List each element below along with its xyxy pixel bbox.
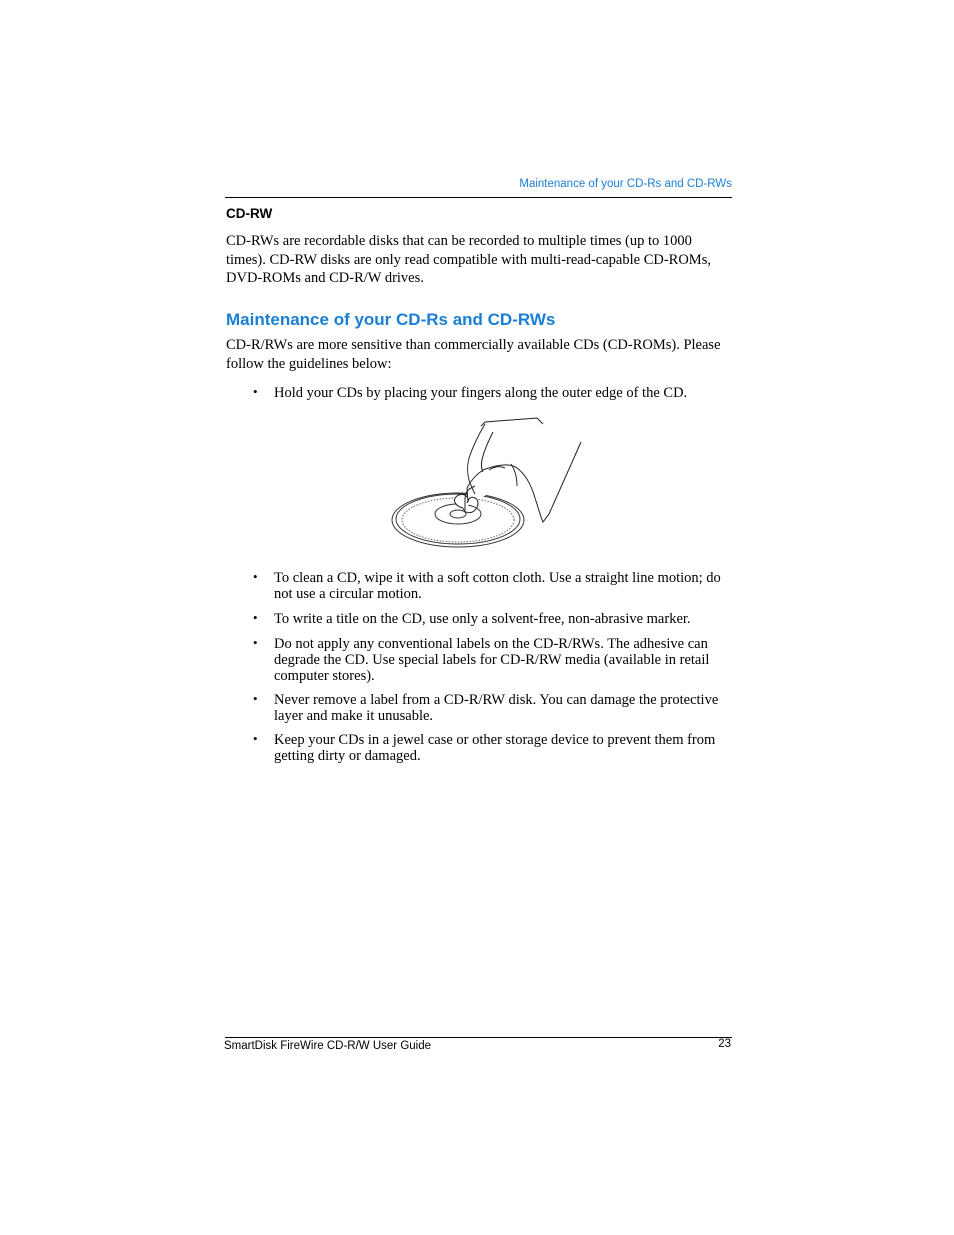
footer-guide-title: SmartDisk FireWire CD-R/W User Guide	[224, 1040, 432, 1052]
list-item	[253, 732, 732, 764]
bullet-icon: •	[253, 731, 258, 746]
list-item	[253, 692, 732, 724]
list-item	[253, 611, 732, 627]
list-item	[253, 570, 732, 602]
maintenance-heading: Maintenance of your CD-Rs and CD-RWs	[226, 310, 556, 329]
footer-rule	[225, 1037, 732, 1038]
header-rule	[225, 197, 732, 198]
list-item-text: Hold your CDs by placing your fingers along the outer edge of the CD.	[274, 385, 688, 401]
list-item	[253, 385, 732, 401]
list-item-text: Never remove a label from a CD-R/RW disk. You can damage the protective layer and make it unusable.	[274, 692, 719, 724]
cd-rw-subheading: CD-RW	[226, 206, 273, 221]
bullet-icon: •	[253, 635, 258, 650]
maintenance-intro: CD-R/RWs are more sensitive than commercially available CDs (CD-ROMs). Please follow the guidelines below:	[226, 337, 721, 372]
hand-holding-cd-illustration	[385, 410, 595, 555]
list-item	[253, 636, 732, 684]
bullet-icon: •	[253, 691, 258, 706]
page-number: 23	[718, 1038, 731, 1050]
bullet-icon: •	[253, 569, 258, 584]
list-item-text: Keep your CDs in a jewel case or other storage device to prevent them from getting dirty or damaged.	[274, 732, 716, 764]
list-item-text: To clean a CD, wipe it with a soft cotton cloth. Use a straight line motion; do not use a circular motion.	[274, 570, 721, 602]
bullet-icon: •	[253, 384, 258, 399]
list-item-text: Do not apply any conventional labels on the CD-R/RWs. The adhesive can degrade the CD. Use special labels for CD-R/RW media (available in retail computer stores).	[274, 636, 710, 684]
wrist-left	[481, 418, 543, 426]
list-item-text: To write a title on the CD, use only a solvent-free, non-abrasive marker.	[274, 611, 691, 627]
cd-rw-paragraph: CD-RWs are recordable disks that can be recorded to multiple times (up to 1000 times). CD-RW disks are only read compatible with multi-read-capable CD-ROMs, DVD-ROMs and CD-R/W drives.	[226, 233, 711, 286]
running-header-title: Maintenance of your CD-Rs and CD-RWs	[519, 178, 732, 190]
finger-2	[482, 432, 494, 472]
bullet-icon: •	[253, 610, 258, 625]
